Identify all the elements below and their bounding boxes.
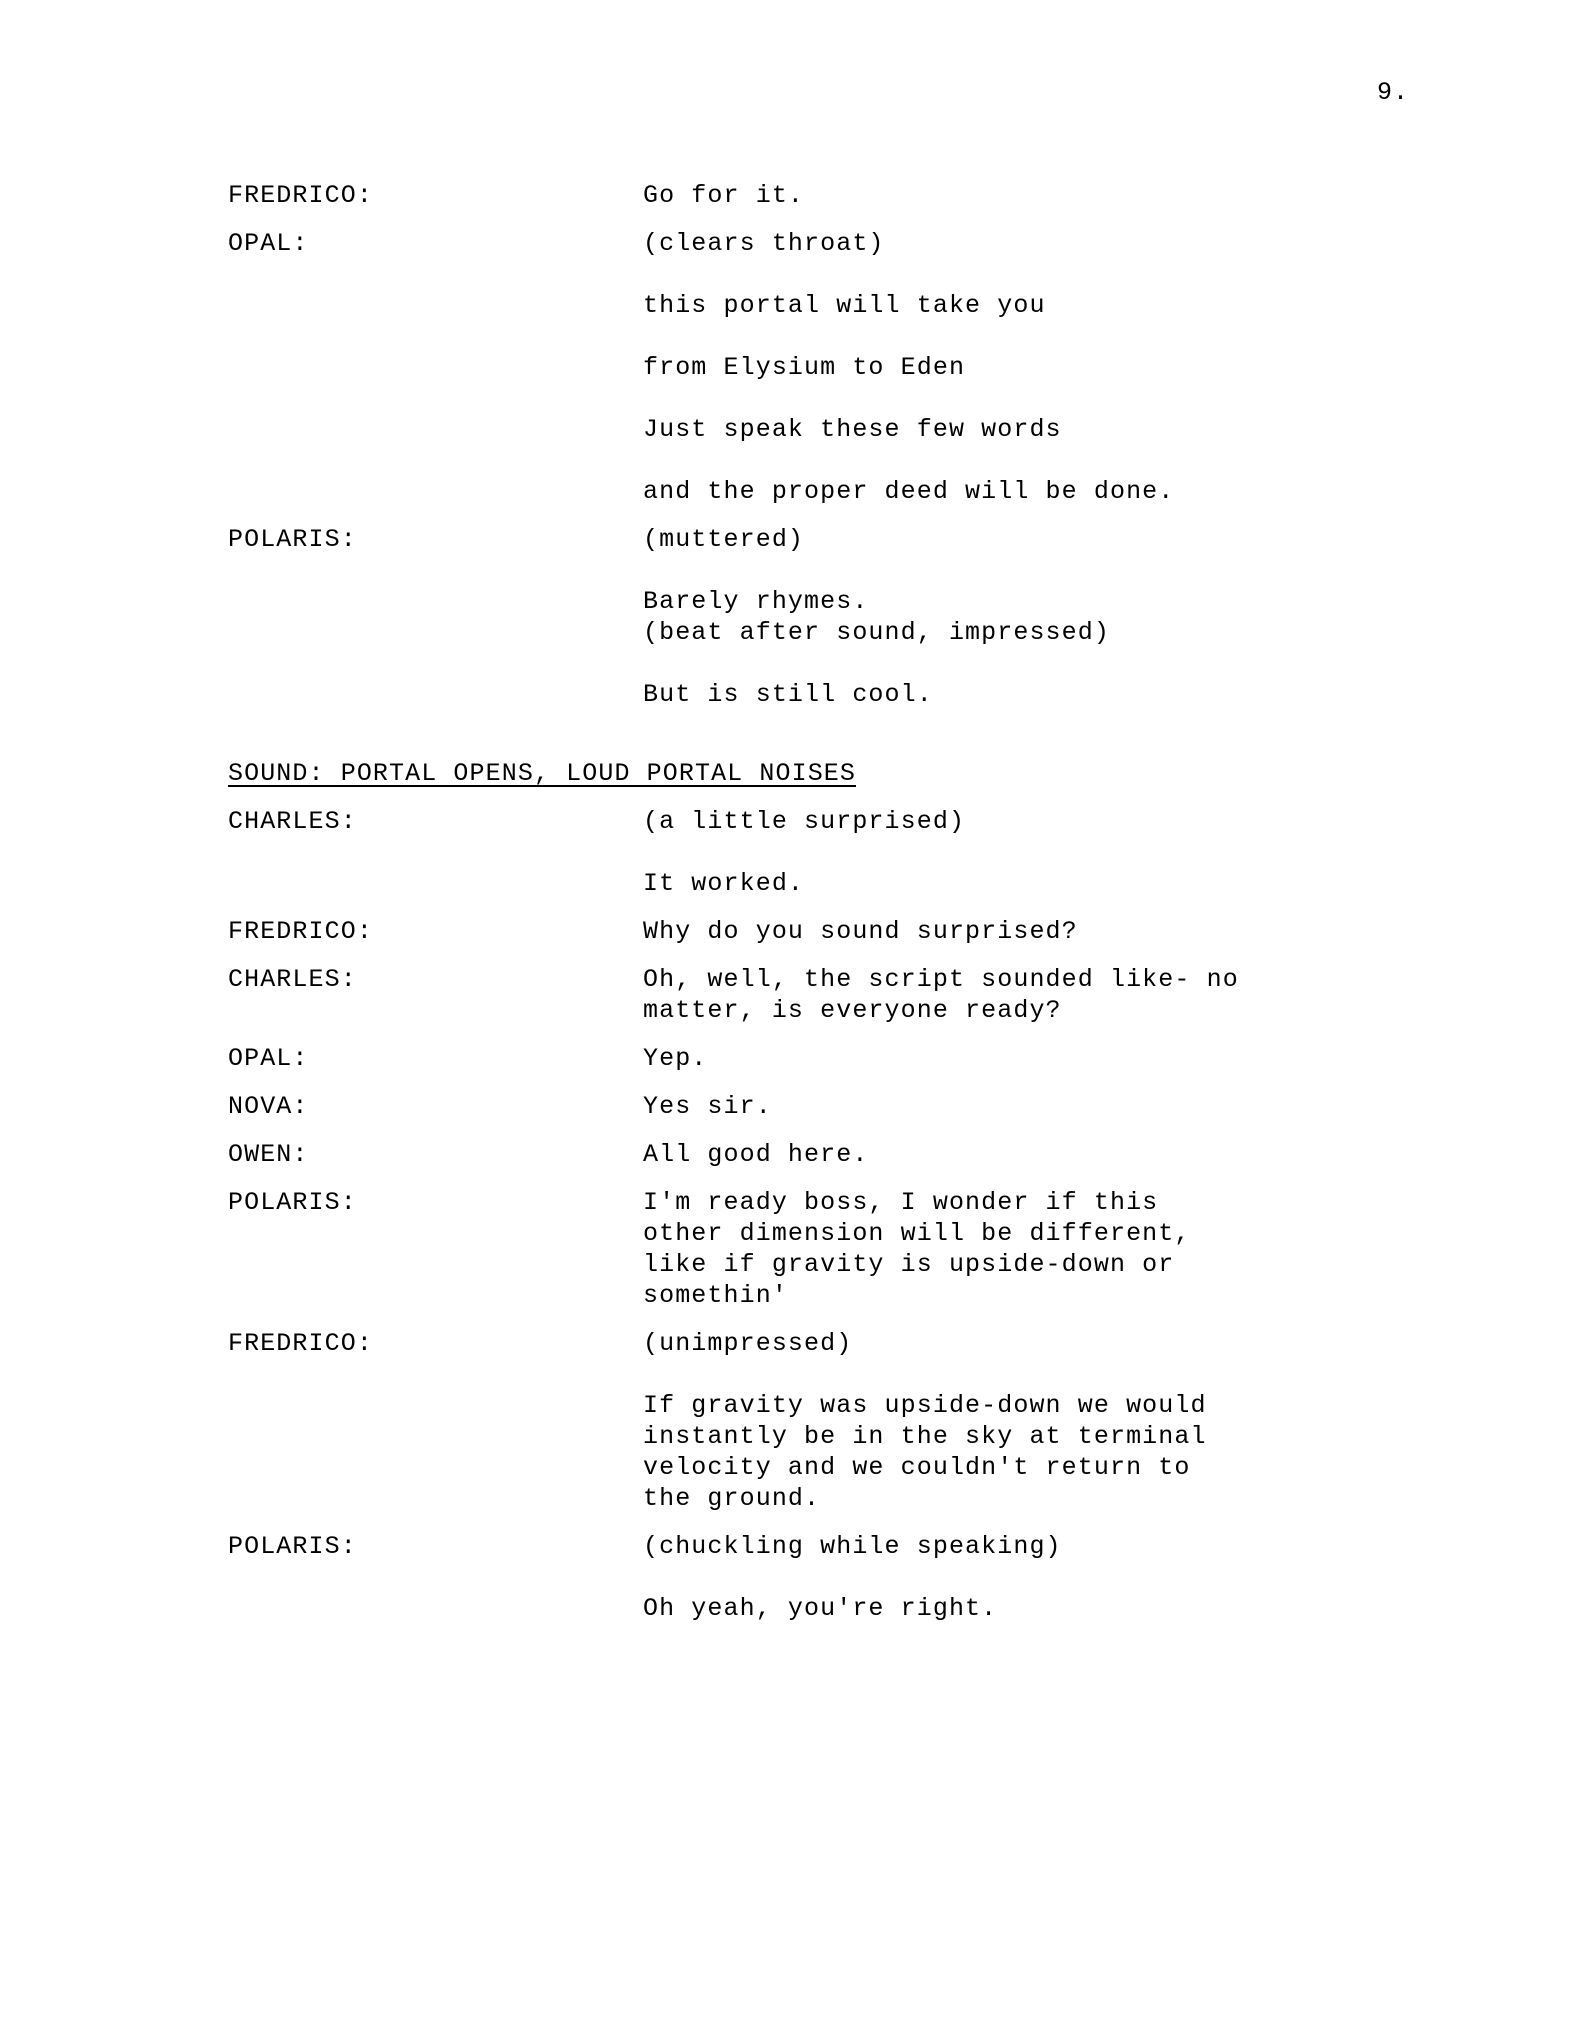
dialogue-block xyxy=(228,1187,1418,1311)
dialogue-lines xyxy=(643,964,1418,1026)
line-gap xyxy=(643,259,1418,290)
dialogue-text: Oh yeah, you're right. xyxy=(643,1594,998,1623)
dialogue-lines xyxy=(643,1187,1418,1311)
dialogue-block xyxy=(228,1043,1418,1074)
speaker-label: FREDRICO: xyxy=(228,917,373,946)
dialogue-lines xyxy=(643,1328,1418,1514)
dialogue-block xyxy=(228,964,1418,1026)
dialogue-block xyxy=(228,1328,1418,1514)
dialogue-text: Yes sir. xyxy=(643,1092,772,1121)
line-gap xyxy=(643,445,1418,476)
dialogue-text: Why do you sound surprised? xyxy=(643,917,1078,946)
block-gap xyxy=(228,1074,1418,1091)
speaker-label: OPAL: xyxy=(228,229,309,258)
dialogue-text: If gravity was upside-down we would xyxy=(643,1391,1207,1420)
dialogue-lines xyxy=(643,524,1418,710)
speaker-label: FREDRICO: xyxy=(228,1329,373,1358)
dialogue-block xyxy=(228,1091,1418,1122)
dialogue-text: instantly be in the sky at terminal xyxy=(643,1422,1207,1451)
dialogue-lines xyxy=(643,1531,1418,1624)
parenthetical: (clears throat) xyxy=(643,229,885,258)
dialogue-text: I'm ready boss, I wonder if this xyxy=(643,1188,1159,1217)
parenthetical: (chuckling while speaking) xyxy=(643,1532,1062,1561)
page-number: 9. xyxy=(1376,78,1409,107)
dialogue-text: like if gravity is upside-down or xyxy=(643,1250,1175,1279)
block-gap xyxy=(228,710,1418,758)
line-gap xyxy=(643,321,1418,352)
block-gap xyxy=(228,899,1418,916)
dialogue-block xyxy=(228,524,1418,710)
line-gap xyxy=(643,1359,1418,1390)
dialogue-text: and the proper deed will be done. xyxy=(643,477,1175,506)
parenthetical: (a little surprised) xyxy=(643,807,966,836)
dialogue-lines xyxy=(643,228,1418,507)
dialogue-text: Oh, well, the script sounded like- no xyxy=(643,965,1239,994)
line-gap xyxy=(643,648,1418,679)
dialogue-block xyxy=(228,806,1418,899)
dialogue-text: from Elysium to Eden xyxy=(643,353,966,382)
block-gap xyxy=(228,1514,1418,1531)
block-gap xyxy=(228,507,1418,524)
dialogue-lines xyxy=(643,806,1418,899)
dialogue-text: But is still cool. xyxy=(643,680,933,709)
speaker-label: POLARIS: xyxy=(228,1188,357,1217)
parenthetical: (beat after sound, impressed) xyxy=(643,618,1110,647)
block-gap xyxy=(228,1122,1418,1139)
speaker-label: NOVA: xyxy=(228,1092,309,1121)
speaker-label: FREDRICO: xyxy=(228,181,373,210)
dialogue-text: Yep. xyxy=(643,1044,708,1073)
dialogue-text: Go for it. xyxy=(643,181,805,210)
dialogue-text: Barely rhymes. xyxy=(643,587,869,616)
dialogue-block xyxy=(228,180,1418,211)
dialogue-text: All good here. xyxy=(643,1140,869,1169)
dialogue-text: the ground. xyxy=(643,1484,821,1513)
line-gap xyxy=(643,383,1418,414)
block-gap xyxy=(228,1026,1418,1043)
block-gap xyxy=(228,1311,1418,1328)
speaker-label: OPAL: xyxy=(228,1044,309,1073)
parenthetical: (muttered) xyxy=(643,525,805,554)
sound-cue: SOUND: PORTAL OPENS, LOUD PORTAL NOISES xyxy=(228,759,856,788)
dialogue-block xyxy=(228,228,1418,507)
speaker-label: POLARIS: xyxy=(228,1532,357,1561)
speaker-label: POLARIS: xyxy=(228,525,357,554)
block-gap xyxy=(228,947,1418,964)
dialogue-block xyxy=(228,1139,1418,1170)
line-gap xyxy=(643,1562,1418,1593)
dialogue-text: somethin' xyxy=(643,1281,788,1310)
dialogue-text: other dimension will be different, xyxy=(643,1219,1191,1248)
dialogue-text: matter, is everyone ready? xyxy=(643,996,1062,1025)
speaker-label: CHARLES: xyxy=(228,807,357,836)
line-gap xyxy=(643,837,1418,868)
dialogue-block xyxy=(228,1531,1418,1624)
speaker-label: OWEN: xyxy=(228,1140,309,1169)
block-gap xyxy=(228,1170,1418,1187)
dialogue-text: velocity and we couldn't return to xyxy=(643,1453,1191,1482)
line-gap xyxy=(643,555,1418,586)
script-body xyxy=(228,180,1418,1624)
dialogue-block xyxy=(228,916,1418,947)
parenthetical: (unimpressed) xyxy=(643,1329,853,1358)
dialogue-text: It worked. xyxy=(643,869,805,898)
block-gap xyxy=(228,211,1418,228)
speaker-label: CHARLES: xyxy=(228,965,357,994)
dialogue-text: Just speak these few words xyxy=(643,415,1062,444)
block-gap xyxy=(228,789,1418,806)
dialogue-text: this portal will take you xyxy=(643,291,1046,320)
